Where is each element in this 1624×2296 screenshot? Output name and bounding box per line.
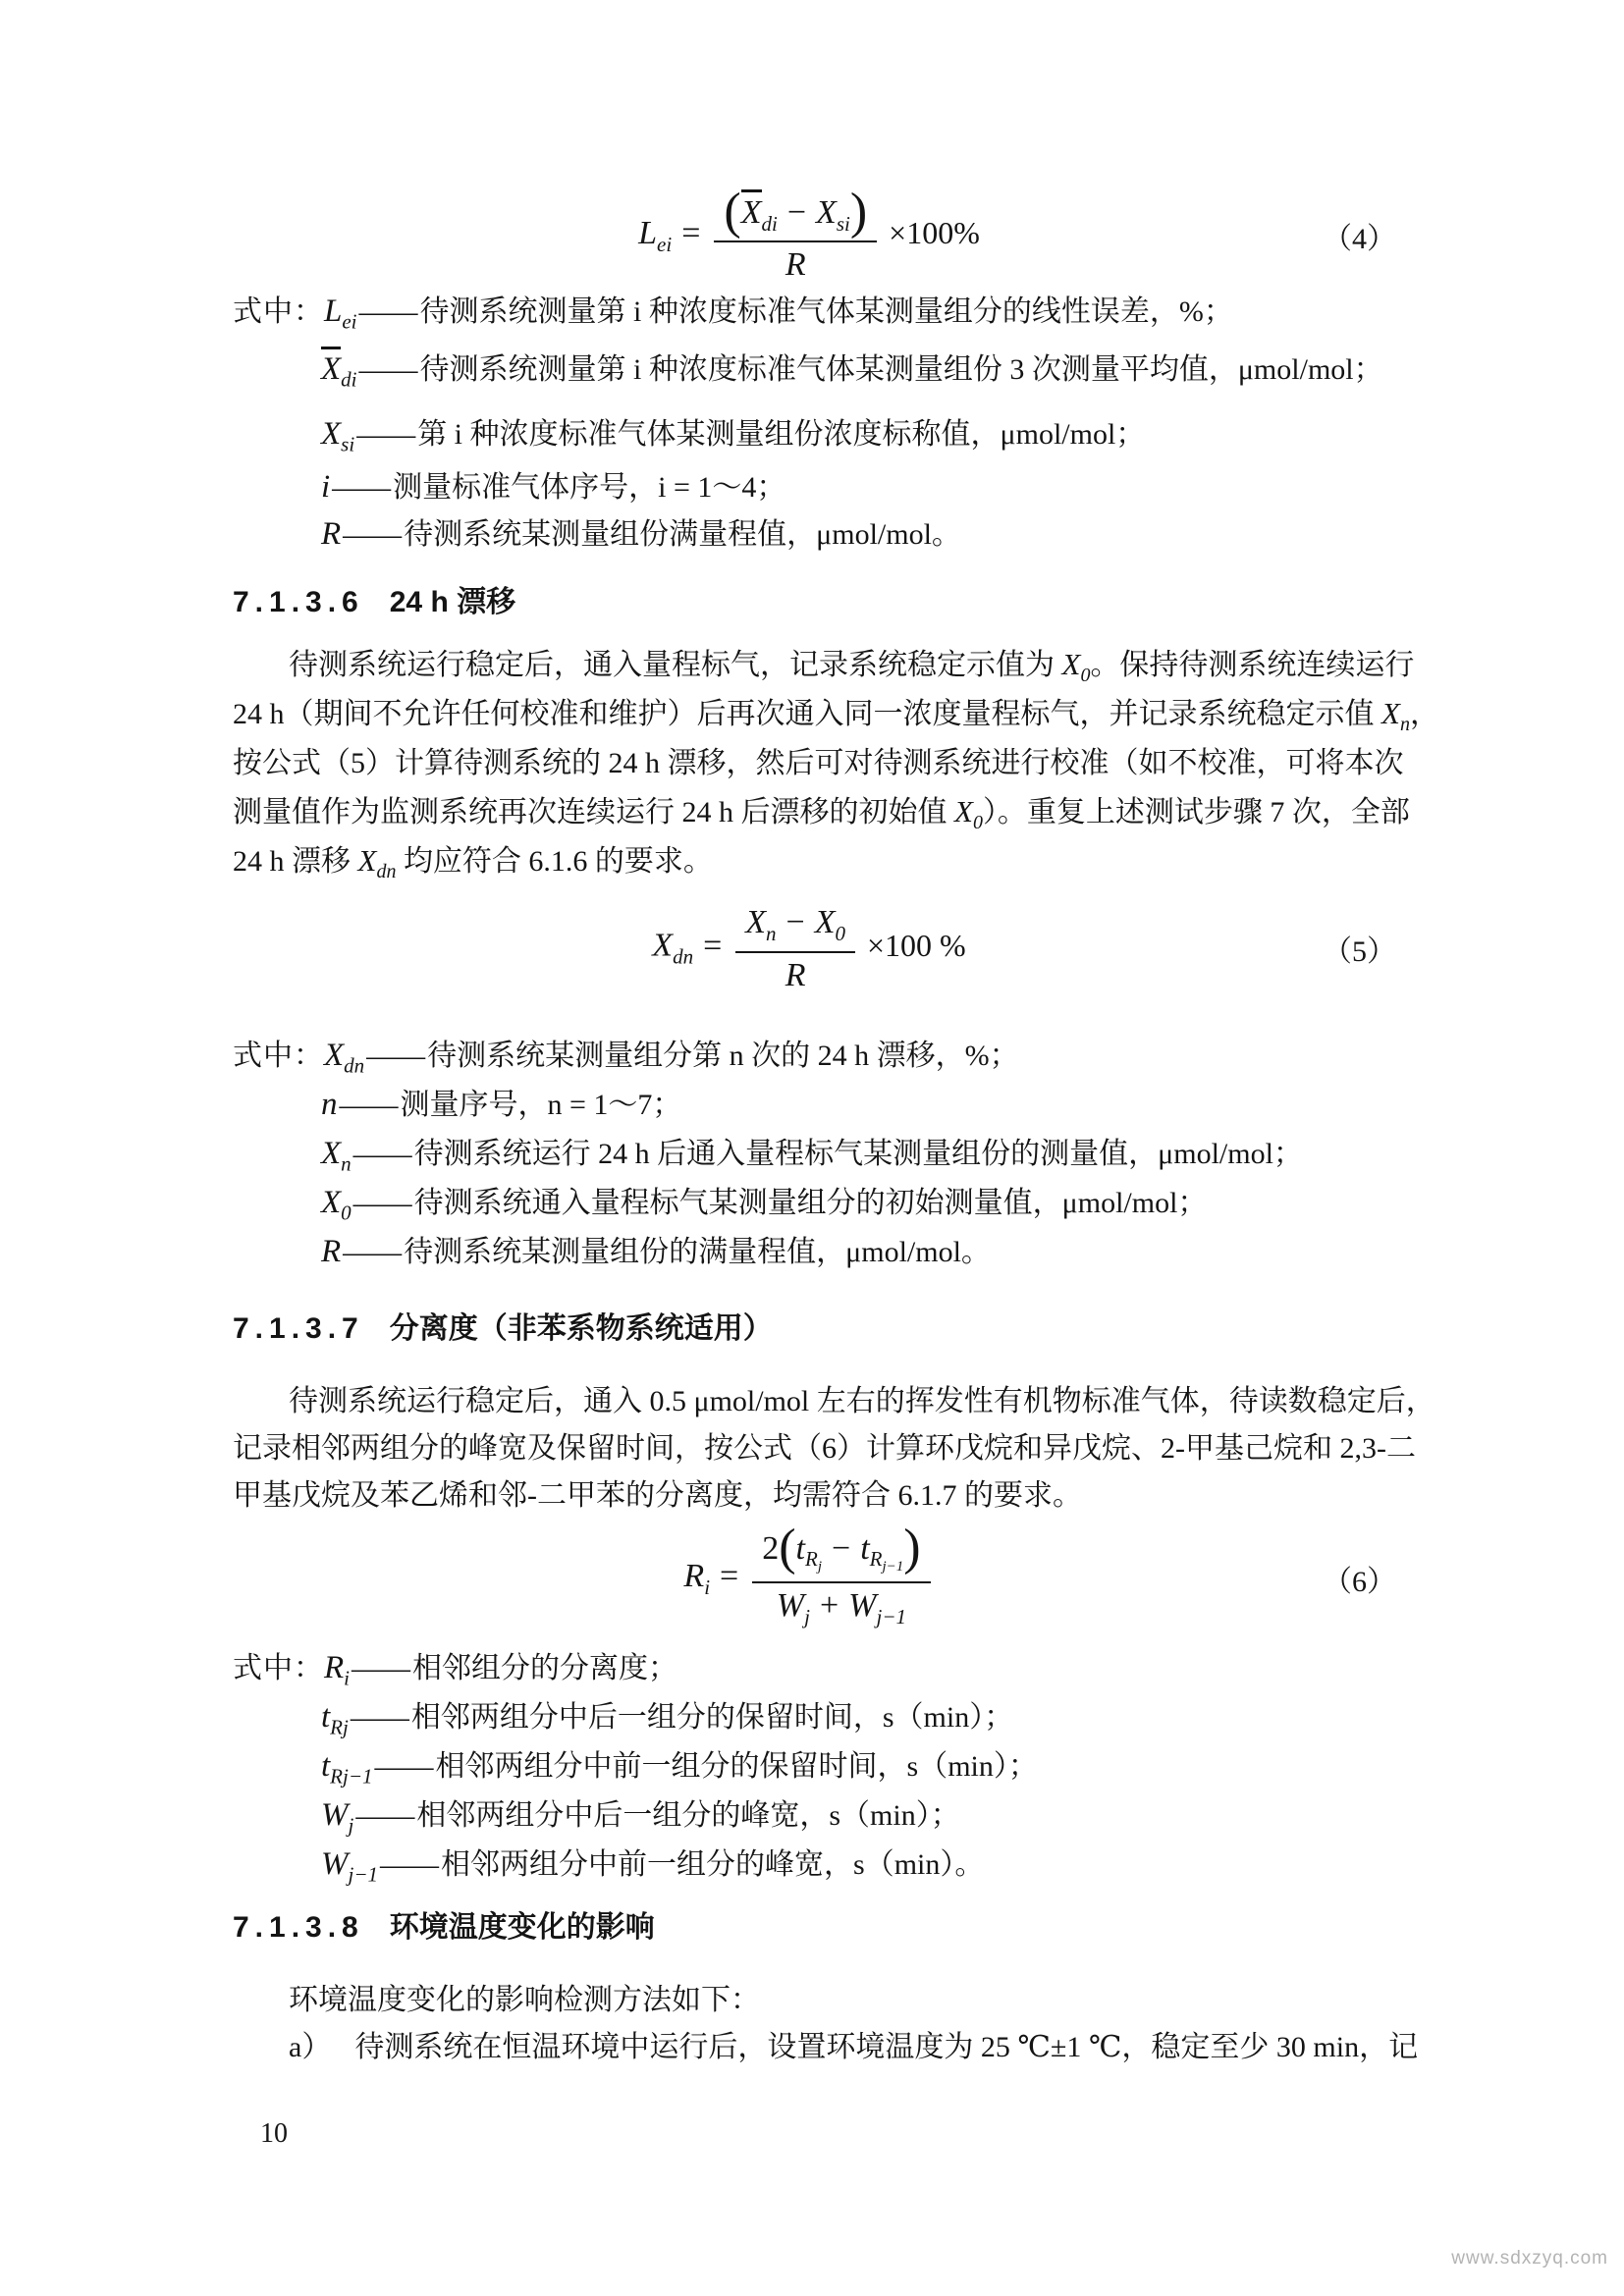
definition-text: 待测系统通入量程标气某测量组分的初始测量值，μmol/mol； <box>413 1187 1208 1219</box>
var-X: X <box>816 193 837 231</box>
definition-text: 相邻两组分中前一组分的峰宽，s（min）。 <box>441 1848 985 1881</box>
dash: —— <box>352 1652 411 1684</box>
definition-row <box>321 463 1468 510</box>
minus-sign: − <box>832 1529 851 1567</box>
minus-sign: − <box>785 904 805 941</box>
close-paren: ) <box>903 1519 921 1575</box>
definition-row <box>321 1227 1468 1276</box>
definition-text: 待测系统某测量组份的满量程值，μmol/mol。 <box>404 1236 991 1268</box>
equals-sign: = <box>681 214 701 251</box>
definition-text: 待测系统某测量组份满量程值，μmol/mol。 <box>404 518 961 551</box>
symbol-W-j: $W_j$ <box>321 1797 354 1838</box>
dash: —— <box>352 1187 412 1219</box>
formula-6 <box>233 1519 1468 1629</box>
where-list-5 <box>233 1031 1468 1276</box>
definition-row <box>321 404 1468 463</box>
paragraph-line: 待测系统运行稳定后，通入 0.5 μmol/mol 左右的挥发性有机物标准气体，待读数稳定后， <box>289 1385 1435 1417</box>
sub-Rj: Rj <box>805 1547 822 1575</box>
var-Xn: X <box>1381 696 1400 730</box>
var-Xdn: X <box>357 843 377 878</box>
definition-row <box>321 510 1468 558</box>
item-label-a: a） <box>289 2031 332 2063</box>
paragraph-line: 24 h（期间不允许任何校准和维护）后再次通入同一浓度量程标气，并记录系统稳定示值 $X_n$， <box>233 696 1439 735</box>
sub-si: si <box>836 211 850 236</box>
symbol-i: i <box>321 469 331 505</box>
dash: —— <box>356 418 416 451</box>
sub-i: i <box>704 1575 711 1599</box>
times-100-percent: ×100 % <box>867 927 966 963</box>
where-list-4 <box>233 289 1468 558</box>
symbol-R: R <box>321 1234 342 1269</box>
plus-sign: + <box>819 1586 839 1624</box>
symbol-X-0: $X_0$ <box>321 1185 352 1225</box>
dash: —— <box>358 353 418 386</box>
fraction <box>714 183 877 285</box>
overline-x-bar: X <box>741 189 762 231</box>
definition-row <box>321 1840 1468 1889</box>
times-100-percent: ×100% <box>889 214 980 250</box>
dash: —— <box>380 1848 440 1881</box>
paragraph-line: 记录相邻两组分的峰宽及保留时间，按公式（6）计算环戊烷和异戊烷、2-甲基己烷和 2,3-二 <box>233 1432 1416 1465</box>
page-content <box>233 0 1468 2071</box>
definition-text: 待测系统测量第 i 种浓度标准气体某测量组分的线性误差，%； <box>419 295 1233 328</box>
section-heading-7-1-3-6 <box>233 581 1468 624</box>
fraction <box>735 902 855 994</box>
dash: —— <box>332 471 392 504</box>
where-label: 式中： <box>233 1652 324 1684</box>
symbol-X-n: $X_n$ <box>321 1136 352 1176</box>
formula-6-expression <box>683 1519 934 1629</box>
definition-text: 相邻两组分中后一组分的保留时间，s（min）； <box>410 1701 1014 1734</box>
var-X: X <box>652 927 674 964</box>
symbol-R-i: $R_i$ <box>324 1650 351 1690</box>
dash: —— <box>358 295 418 328</box>
formula-4-expression <box>638 183 980 285</box>
where-label: 式中： <box>233 295 324 328</box>
var-L: L <box>638 214 658 251</box>
definition-row <box>321 1790 1468 1840</box>
section-title: 分离度（非苯系物系统适用） <box>389 1312 773 1345</box>
definition-row <box>321 334 1468 404</box>
dash: —— <box>343 518 403 551</box>
open-paren: ( <box>779 1519 796 1575</box>
section-number: 7.1.3.7 <box>233 1312 364 1345</box>
definition-row <box>233 1643 1468 1692</box>
definition-row <box>321 1178 1468 1227</box>
denominator: R <box>785 956 806 993</box>
dash: —— <box>343 1236 403 1268</box>
numerator: $2(t_{R_j}- t_{R_{j-1}})$ <box>752 1528 930 1583</box>
section-title: 环境温度变化的影响 <box>389 1911 655 1944</box>
paragraph-line: 按公式（5）计算待测系统的 24 h 漂移，然后可对待测系统进行校准（如不校准，可将本次 <box>233 747 1404 779</box>
var-X0: X <box>954 794 973 828</box>
watermark: www.sdxzyq.com <box>1451 2248 1608 2269</box>
dash: —— <box>355 1799 415 1832</box>
dash: —— <box>352 1138 412 1170</box>
paragraph-7-1-3-7 <box>233 1378 1468 1520</box>
section-title: 24 h 漂移 <box>389 586 516 618</box>
equation-number-6: （6） <box>1323 1566 1396 1598</box>
paragraph-line: 24 h 漂移 $X_{dn}$ 均应符合 6.1.6 的要求。 <box>233 843 713 882</box>
paragraph-7-1-3-8 <box>233 1977 1468 2071</box>
section-heading-7-1-3-8 <box>233 1906 1468 1949</box>
coefficient-2: 2 <box>762 1529 780 1567</box>
list-item-a <box>233 2024 1468 2071</box>
sub-Rj-1: Rj−1 <box>869 1547 904 1575</box>
definition-text: 第 i 种浓度标准气体某测量组份浓度标称值，μmol/mol； <box>417 418 1146 451</box>
paragraph-7-1-3-6 <box>233 640 1468 885</box>
equation-number-5: （5） <box>1323 935 1396 968</box>
symbol-t-Rj: $t_{Rj}$ <box>321 1699 349 1739</box>
formula-5 <box>233 895 1468 1001</box>
definition-row <box>233 289 1468 334</box>
minus-sign: − <box>786 193 807 231</box>
dash: —— <box>374 1750 434 1783</box>
symbol-X-dn: $X_{dn}$ <box>324 1038 365 1078</box>
section-heading-7-1-3-7 <box>233 1308 1468 1351</box>
numerator <box>714 183 877 243</box>
section-number: 7.1.3.6 <box>233 586 364 618</box>
sub-dn: dn <box>673 944 694 969</box>
equation-number-4: （4） <box>1323 223 1396 255</box>
definition-row <box>321 1692 1468 1741</box>
definition-text: 测量序号，n = 1～7； <box>400 1089 682 1121</box>
symbol-L-ei: $L_{ei}$ <box>324 294 357 334</box>
definition-text: 相邻组分的分离度； <box>412 1652 678 1684</box>
item-text: 待测系统在恒温环境中运行后，设置环境温度为 25 ℃±1 ℃，稳定至少 30 min，记 <box>354 2031 1419 2063</box>
symbol-W-j-1: $W_{j-1}$ <box>321 1846 379 1887</box>
overline: X <box>321 347 341 387</box>
close-paren: ) <box>849 183 868 240</box>
var-R: R <box>683 1557 705 1594</box>
definition-text: 相邻两组分中前一组分的保留时间，s（min）； <box>435 1750 1038 1783</box>
definition-text: 待测系统运行 24 h 后通入量程标气某测量组份的测量值，μmol/mol； <box>413 1138 1303 1170</box>
dash: —— <box>350 1701 409 1734</box>
definition-text: 待测系统某测量组分第 n 次的 24 h 漂移，%； <box>427 1040 1019 1072</box>
symbol-X-bar-di: $X_{di}$ <box>321 334 357 415</box>
denominator: $W_j + W_{j-1}$ <box>776 1586 906 1629</box>
equals-sign: = <box>703 927 723 964</box>
definition-row <box>321 1741 1468 1790</box>
sub-di: di <box>761 211 778 236</box>
where-label: 式中： <box>233 1040 324 1072</box>
equals-sign: = <box>720 1557 739 1594</box>
paragraph-line: 测量值作为监测系统再次连续运行 24 h 后漂移的初始值 $X_0$）。重复上述测试步骤 7 次，全部 <box>233 794 1410 833</box>
dash: —— <box>339 1089 399 1121</box>
where-list-6 <box>233 1643 1468 1889</box>
denominator: R <box>785 246 806 284</box>
numerator: $X_n - X_0$ <box>735 902 855 953</box>
symbol-n: n <box>321 1087 338 1122</box>
formula-4 <box>233 185 1468 287</box>
definition-text: 待测系统测量第 i 种浓度标准气体某测量组份 3 次测量平均值，μmol/mol； <box>419 353 1383 386</box>
definition-row <box>321 1080 1468 1129</box>
definition-row <box>233 1031 1468 1080</box>
dash: —— <box>366 1040 426 1072</box>
section-number: 7.1.3.8 <box>233 1911 364 1944</box>
definition-text: 相邻两组分中后一组分的峰宽，s（min）； <box>416 1799 960 1832</box>
definition-text: 测量标准气体序号，i = 1～4； <box>393 471 786 504</box>
paragraph-line: 环境温度变化的影响检测方法如下： <box>289 1984 760 2016</box>
sub-ei: ei <box>657 232 673 256</box>
open-paren: ( <box>724 183 741 240</box>
page-number: 10 <box>260 2118 288 2149</box>
symbol-R: R <box>321 516 342 552</box>
symbol-X-si: $X_{si}$ <box>321 416 355 456</box>
var-X0: X <box>1061 647 1081 681</box>
formula-5-expression <box>652 902 965 994</box>
paragraph-line: 待测系统运行稳定后，通入量程标气，记录系统稳定示值为 $X_0$。保持待测系统连续运行 <box>289 647 1415 686</box>
symbol-t-Rj-1: $t_{Rj-1}$ <box>321 1748 373 1789</box>
definition-row <box>321 1129 1468 1178</box>
paragraph-line: 甲基戊烷及苯乙烯和邻-二甲苯的分离度，均需符合 6.1.7 的要求。 <box>233 1479 1082 1512</box>
fraction <box>752 1519 930 1629</box>
